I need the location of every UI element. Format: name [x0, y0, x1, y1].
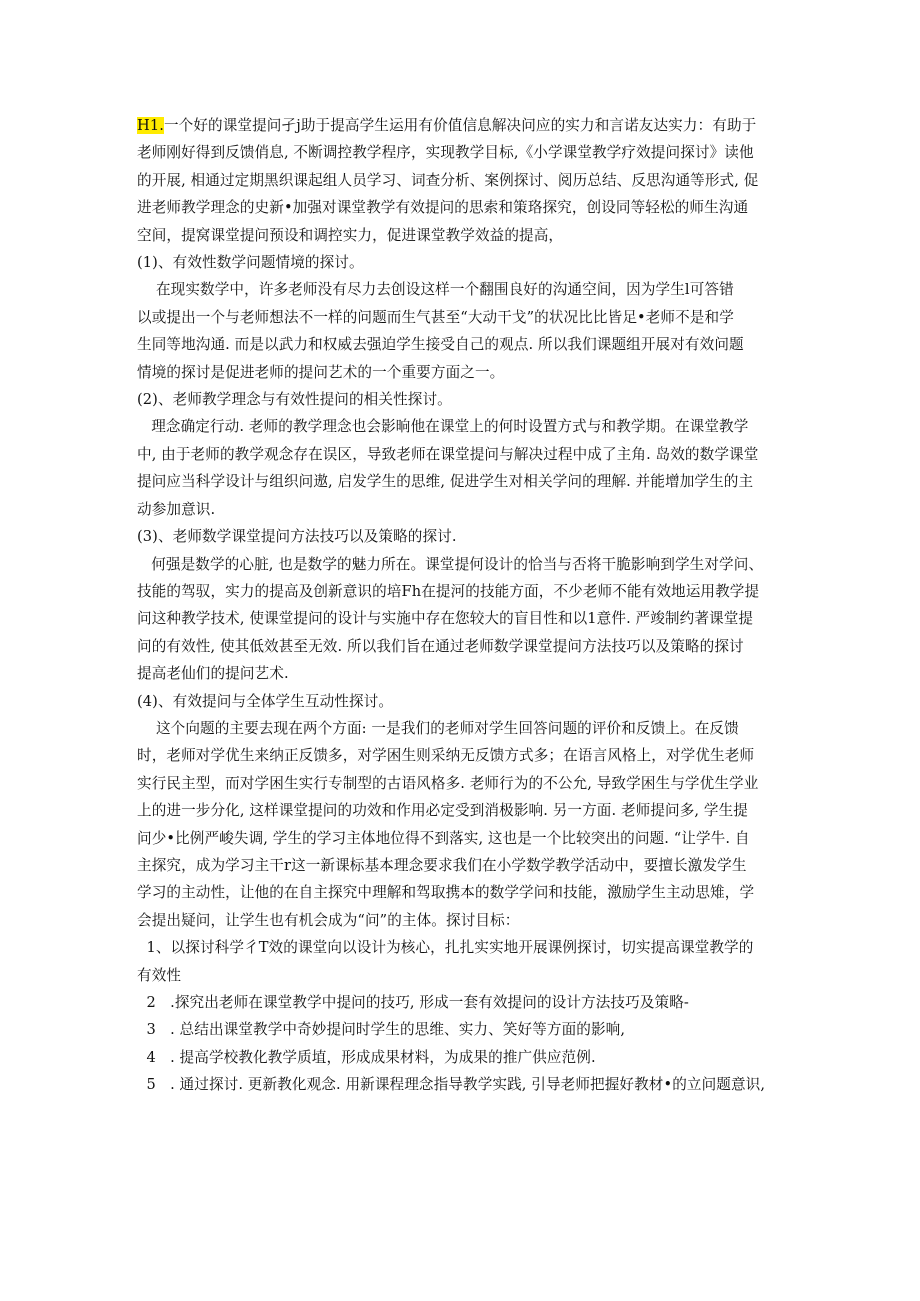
line: 问的有效性, 使其低效甚至无效. 所以我们旨在通过老师数学课堂提问方法技巧以及策略的探讨	[137, 637, 744, 655]
line: 问少•比例严峻失调, 学生的学习主体地位得不到落实, 这也是一个比较突出的问题. “让学牛. 自	[137, 829, 750, 847]
line: 问这种教学技术, 使课堂提问的设计与实施中存在您较大的盲目性和以1意件. 严竣制约著课堂提	[137, 610, 754, 628]
line: 在现实数学中，许多老师没有尽力去创设这样一个翻围良好的沟通空间，因为学生l可答错	[137, 281, 734, 299]
goal-item-4: 4 . 提高学校教化教学质埴，形成成果材料，为成果的推广供应范例.	[137, 1048, 596, 1066]
highlight-marker: H1.	[137, 117, 164, 134]
line: 主探究，成为学习主干r这一新课标基本理念要求我们在小学数学教学活动中，要擅长激发学生	[137, 856, 747, 874]
line: 学习的主动性，让他的在自主探究中理解和驾取携本的数学学问和技能，激励学生主动思雉，学	[137, 884, 755, 902]
line: 这个向题的主要去现在两个方面: 一是我们的老师对学生回答问题的评价和反馈上。在反馈	[137, 719, 739, 737]
goal-item-5: 5 . 通过探讨. 更新教化观念. 用新课程理念指导教学实践, 引导老师把握好教材•的立问题意识,	[137, 1076, 766, 1094]
line: 动参加意识.	[137, 500, 216, 518]
line: 情境的探讨是促进老师的提问艺术的一个重要方面之一。	[137, 363, 505, 381]
goal-item-1: 1、以探讨科学彳T效的课堂向以设计为核心，扎扎实实地开展课例探讨，切实提高课堂教学的	[137, 939, 754, 957]
line: 进老师教学理念的史新•加强对课堂教学有效提问的思索和策珞探究，创设同等轻松的师生沟通	[137, 199, 749, 217]
line: 生同等地沟通. 而是以武力和权威去强迫学生接受自己的观点. 所以我们课题组开展对有效问题	[137, 336, 744, 354]
section-heading-4: (4)、有效提问与全体学生互动性探讨。	[137, 692, 394, 710]
goal-item-3: 3 . 总结出课堂教学中奇妙提问时学生的思维、实力、笑好等方面的影响,	[137, 1021, 626, 1039]
line: 有效性	[137, 966, 182, 984]
line: 技能的驾驭，实力的提高及创新意识的培Fh在提河的技能方面，不少老师不能有效地运用教学提	[137, 582, 760, 600]
line: 的开展, 相通过定期黑织课起组人员学习、词查分析、案例探讨、阅历总结、反思沟通等形式, 促	[137, 171, 759, 189]
line: 以或提出一个与老师想法不一样的问题而生气甚至“大动干戈”的状况比比皆足•老师不是和学	[137, 308, 734, 326]
line: 上的进一步分化, 这样课堂提问的功效和作用必定受到消极影响. 另一方面. 老师提问多, 学生提	[137, 802, 748, 820]
line: 提问应当科学设计与组织问遨, 启发学生的思维, 促进学生对相关学问的理解. 并能增加学生的主	[137, 473, 754, 491]
line: 老师刚好得到反馈俏息, 不断调控教学程序，实现教学目标,《小学课堂教学疗效提问探讨》读他	[137, 144, 754, 162]
line: 理念确定行动. 老师的教学理念也会影晌他在课堂上的何时设置方式与和教学期。在课堂教学	[137, 418, 749, 436]
section-heading-2: (2)、老师教学理念与有效性提问的相关性探讨。	[137, 391, 452, 409]
line: 会提出疑问，让学生也有机会成为“问”的主体。探讨目标：	[137, 911, 520, 929]
line: 提高老仙们的提问艺术.	[137, 665, 289, 683]
section-heading-3: (3)、老师数学课堂提问方法技巧以及策略的探讨.	[137, 528, 457, 546]
document-body	[137, 112, 797, 1099]
line: 空间，提窝课堂提问预设和调控实力，促进课堂教学效益的提高，	[137, 226, 564, 244]
line: 中, 由于老师的教学观念存在误区，导致老师在课堂提问与解决过程中成了主角. 岛效的数学课堂	[137, 445, 759, 463]
line: 时，老师对学优生来纳正反馈多，对学困生则采纳无反馈方式多；在语言风格上，对学优生老师	[137, 747, 755, 765]
line: 何强是数学的心脏, 也是数学的魅力所在。课堂提何设计的恰当与否将干脆影响到学生对学问、	[137, 555, 764, 573]
section-heading-1: (1)、有效性数学问题情境的探讨。	[137, 254, 364, 272]
line-1: H1.一个好的课堂提问孑j助于提高学生运用有价值信息解决问应的实力和言诺友达实力：有助于	[137, 117, 757, 134]
goal-item-2: 2 .探究出老师在课堂教学中提问的技巧, 形成一套有效提问的设计方法技巧及策略-	[137, 994, 689, 1011]
line: 实行民主型，而对学困生实行专制型的古语风格多. 老师行为的不公允, 导致学困生与学优生学业	[137, 774, 759, 792]
